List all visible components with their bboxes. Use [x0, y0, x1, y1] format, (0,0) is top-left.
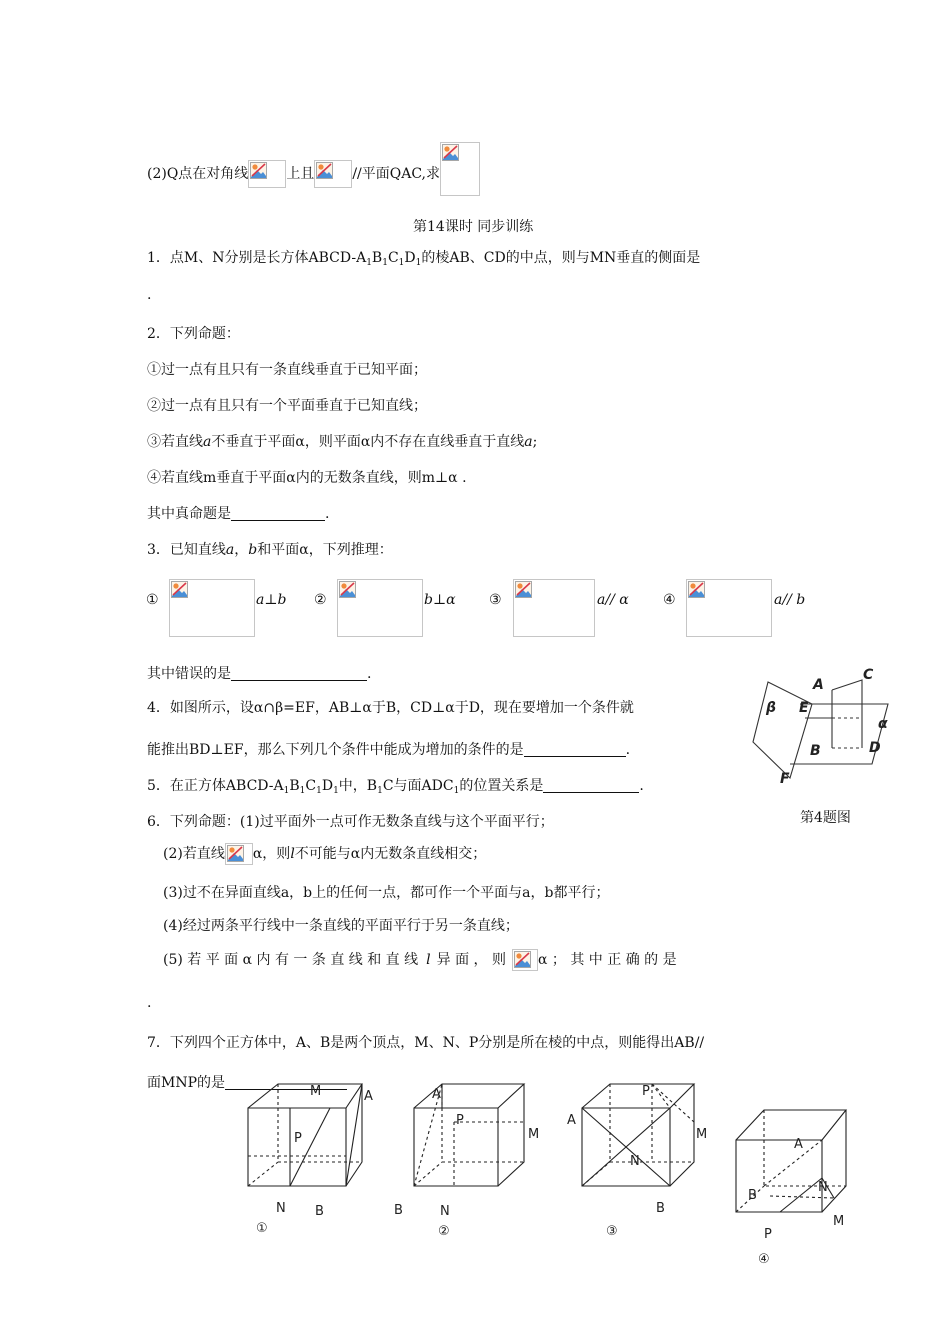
formula-image — [169, 579, 255, 637]
question-1: 1．点M、N分别是长方体ABCD-$A_1B_1C_1D_1$的棱AB、CD的中点，则与MN垂直的侧面是 — [147, 250, 701, 268]
cube1-label-M: M — [310, 1084, 322, 1099]
image-placeholder-icon — [316, 162, 333, 179]
cube1-label-P: P — [294, 1131, 302, 1146]
question-3-title: 3．已知直线a，b和平面α，下列推理： — [147, 542, 393, 558]
formula-image — [513, 579, 595, 637]
question-5: 5．在正方体ABCD-$A_1B_1C_1D_1$中，$B_1C$与面$ADC_1$的位置关系是 . — [147, 778, 644, 796]
question-7-line-2: 面MNP的是 — [147, 1072, 347, 1092]
question-6-line-3: (3)过不在异面直线a，b上的任何一点，都可作一个平面与a，b都平行； — [163, 885, 610, 901]
answer-blank[interactable] — [524, 742, 626, 757]
fig4-label-beta: β — [766, 700, 777, 716]
question-2-title: 2．下列命题： — [147, 326, 240, 342]
formula-image — [512, 949, 538, 971]
image-placeholder-icon — [171, 581, 188, 598]
question-2-item-2: ②过一点有且只有一个平面垂直于已知直线； — [147, 398, 427, 414]
formula-image — [248, 160, 286, 188]
fig4-label-A: A — [813, 677, 824, 693]
answer-blank[interactable] — [231, 666, 367, 681]
cube2-label-A: A — [432, 1087, 441, 1102]
image-placeholder-icon — [250, 162, 267, 179]
cube3-label-N: N — [630, 1154, 640, 1169]
formula-image — [314, 160, 352, 188]
q3-result-4: a// b — [774, 592, 806, 608]
question-6-line-5: (5) 若 平 面 α 内 有 一 条 直 线 和 直 线 l 异 面 ， 则 α ； 其 中 正 确 的 是 — [163, 949, 677, 971]
fig4-label-alpha: α — [878, 716, 888, 732]
q3-result-2: b⊥α — [424, 592, 456, 608]
fig4-label-F: F — [780, 771, 790, 787]
question-4-line-1: 4．如图所示，设α∩β=EF，AB⊥α于B，CD⊥α于D，现在要增加一个条件就 — [147, 700, 634, 716]
question-6-line-2: (2)若直线 α，则l不可能与α内无数条直线相交； — [163, 843, 486, 865]
cube-figure-1 — [238, 1078, 388, 1238]
image-placeholder-icon — [688, 581, 705, 598]
image-placeholder-icon — [515, 581, 532, 598]
formula-image — [686, 579, 772, 637]
cube3-label-A: A — [567, 1113, 576, 1128]
q3-label-4: ④ — [663, 592, 676, 608]
image-placeholder-icon — [442, 144, 459, 161]
cube3-label-B: B — [656, 1201, 665, 1216]
question-6-line-1: 6．下列命题：(1)过平面外一点可作无数条直线与这个平面平行； — [147, 814, 554, 830]
cube1-label-N: N — [276, 1201, 286, 1216]
question-2-item-3: ③若直线a不垂直于平面α，则平面α内不存在直线垂直于直线a; — [147, 434, 538, 450]
question-3-answer: 其中错误的是 . — [147, 666, 372, 682]
q4-figure-caption: 第4题图 — [800, 810, 851, 826]
formula-image — [440, 142, 480, 196]
formula-image — [337, 579, 423, 637]
q3-label-3: ③ — [489, 592, 502, 608]
q3-result-1: a⊥b — [256, 592, 287, 608]
question-2-item-1: ①过一点有且只有一条直线垂直于已知平面； — [147, 362, 427, 378]
cube1-label-A: A — [364, 1089, 373, 1104]
question-7-line-1: 7．下列四个正方体中，A、B是两个顶点，M、N、P分别是所在棱的中点，则能得出AB// — [147, 1035, 705, 1051]
cube-figure-4 — [730, 1100, 870, 1270]
cube2-label-B: B — [394, 1203, 403, 1218]
question-2-item-4: ④若直线m垂直于平面α内的无数条直线，则m⊥α . — [147, 470, 467, 486]
image-placeholder-icon — [514, 951, 531, 968]
question-4-line-2: 能推出BD⊥EF，那么下列几个条件中能成为增加的条件的是 . — [147, 742, 631, 758]
question-6-dot: . — [147, 995, 152, 1011]
cube4-label-A: A — [794, 1137, 803, 1152]
cube4-number: ④ — [758, 1252, 770, 1267]
section-heading: 第14课时 同步训练 — [413, 219, 534, 235]
cube1-number: ① — [256, 1221, 268, 1236]
cube3-number: ③ — [606, 1224, 618, 1239]
cube3-label-M: M — [696, 1127, 708, 1142]
q4-figure — [750, 660, 930, 795]
q3-label-2: ② — [314, 592, 327, 608]
cube3-label-P: P — [642, 1084, 650, 1099]
top-line: (2)Q点在对角线 上且 //平面QAC,求 — [147, 142, 480, 196]
fig4-label-E: E — [799, 700, 809, 716]
fig4-label-D: D — [869, 740, 881, 756]
cube-figure-3 — [562, 1078, 732, 1243]
cube1-label-B: B — [315, 1204, 324, 1219]
answer-blank[interactable] — [543, 778, 639, 793]
answer-blank[interactable] — [231, 506, 325, 521]
question-1-dot: . — [147, 287, 152, 303]
cube4-label-P: P — [764, 1227, 772, 1242]
cube4-label-M: M — [833, 1214, 845, 1229]
cube2-label-N: N — [440, 1204, 450, 1219]
fig4-label-C: C — [863, 667, 874, 683]
q3-label-1: ① — [146, 592, 159, 608]
question-2-answer: 其中真命题是 . — [147, 506, 330, 522]
formula-image — [225, 843, 253, 865]
image-placeholder-icon — [227, 845, 244, 862]
cube4-label-B: B — [748, 1188, 757, 1203]
cube2-label-M: M — [528, 1127, 540, 1142]
cube2-label-P: P — [456, 1113, 464, 1128]
question-6-line-4: (4)经过两条平行线中一条直线的平面平行于另一条直线； — [163, 918, 519, 934]
cube2-number: ② — [438, 1224, 450, 1239]
cube4-label-N: N — [818, 1180, 828, 1195]
cube-figure-2 — [390, 1078, 550, 1243]
fig4-label-B: B — [810, 743, 821, 759]
image-placeholder-icon — [339, 581, 356, 598]
q3-result-3: a// α — [597, 592, 629, 608]
